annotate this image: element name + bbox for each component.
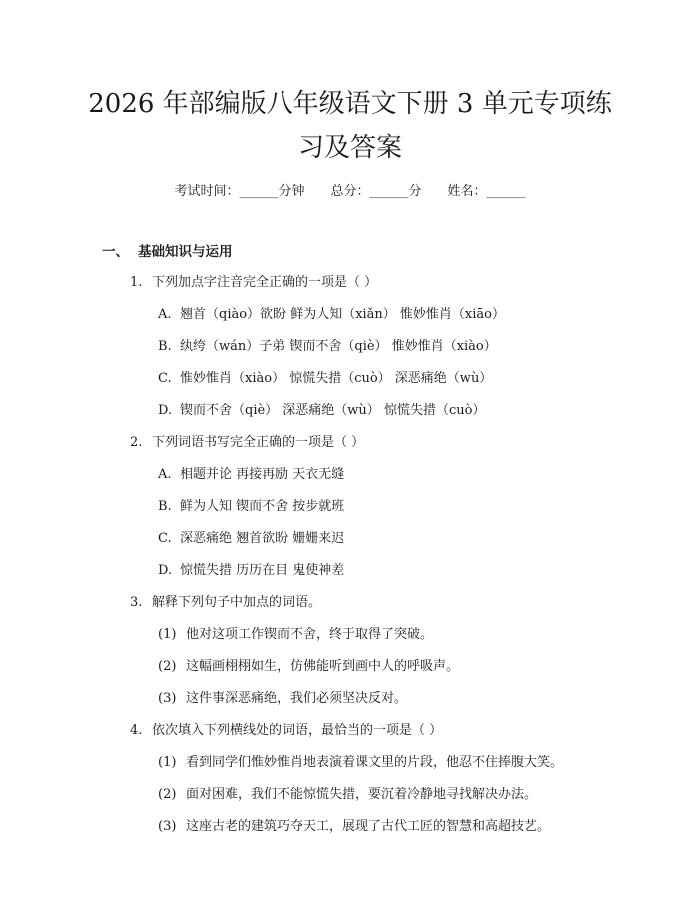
- section-heading: [100, 240, 630, 260]
- page-title: [70, 82, 630, 170]
- option-text: 深恶痛绝 翘首欲盼 姗姗来迟: [180, 531, 345, 546]
- question-text: 解释下列句子中加点的词语。: [152, 595, 322, 610]
- option-item: [100, 498, 630, 516]
- option-item: [100, 562, 630, 580]
- option-item: [100, 306, 630, 324]
- sub-item: [100, 626, 630, 644]
- question-number: 3.: [130, 595, 143, 610]
- option-item: [100, 370, 630, 388]
- name-label: 姓名：______: [447, 184, 526, 199]
- question-text: 下列词语书写完全正确的一项是（ ）: [152, 435, 365, 450]
- option-label: C.: [158, 371, 172, 386]
- sub-text: 这幅画栩栩如生，仿佛能听到画中人的呼吸声。: [186, 659, 460, 674]
- exam-info: [70, 182, 630, 202]
- question-number: 1.: [130, 275, 143, 290]
- sub-item: [100, 690, 630, 708]
- sub-item: [100, 818, 630, 836]
- question-4: [100, 722, 630, 740]
- sub-label: (1): [158, 627, 177, 642]
- sub-text: 这件事深恶痛绝，我们必须坚决反对。: [186, 691, 408, 706]
- sub-text: 面对困难，我们不能惊慌失措，要沉着冷静地寻找解决办法。: [186, 787, 538, 802]
- option-item: [100, 466, 630, 484]
- sub-text: 这座古老的建筑巧夺天工，展现了古代工匠的智慧和高超技艺。: [186, 819, 551, 834]
- question-3: [100, 594, 630, 612]
- section-title: 基础知识与运用: [138, 244, 233, 260]
- sub-label: (3): [158, 819, 177, 834]
- sub-item: [100, 786, 630, 804]
- sub-text: 看到同学们惟妙惟肖地表演着课文里的片段，他忍不住捧腹大笑。: [186, 755, 564, 770]
- option-text: 锲而不舍（qiè） 深恶痛绝（wù） 惊慌失措（cuò）: [180, 403, 486, 418]
- question-text: 依次填入下列横线处的词语，最恰当的一项是（ ）: [152, 723, 443, 738]
- option-label: C.: [158, 531, 172, 546]
- question-number: 2.: [130, 435, 143, 450]
- time-label: 考试时间：______分钟: [174, 184, 305, 199]
- sub-text: 他对这项工作锲而不舍，终于取得了突破。: [186, 627, 434, 642]
- option-text: 纨绔（wán）子弟 锲而不舍（qiè） 惟妙惟肖（xiào）: [180, 339, 497, 354]
- option-text: 惊慌失措 历历在目 鬼使神差: [180, 563, 345, 578]
- option-item: [100, 338, 630, 356]
- sub-label: (1): [158, 755, 177, 770]
- option-text: 翘首（qiào）欲盼 鲜为人知（xiǎn） 惟妙惟肖（xiāo）: [180, 307, 506, 322]
- title-line-1: 2026 年部编版八年级语文下册 3 单元专项练: [88, 89, 612, 119]
- sub-item: [100, 754, 630, 772]
- question-2: [100, 434, 630, 452]
- score-label: 总分：______分: [330, 184, 422, 199]
- option-text: 惟妙惟肖（xiào） 惊慌失措（cuò） 深恶痛绝（wù）: [180, 371, 493, 386]
- option-label: B.: [158, 499, 172, 514]
- option-text: 相题并论 再接再励 天衣无缝: [180, 467, 345, 482]
- option-text: 鲜为人知 锲而不舍 按步就班: [180, 499, 345, 514]
- section-number: 一、: [102, 244, 129, 260]
- option-item: [100, 402, 630, 420]
- sub-label: (3): [158, 691, 177, 706]
- option-label: A.: [158, 307, 172, 322]
- sub-item: [100, 658, 630, 676]
- option-label: B.: [158, 339, 172, 354]
- question-number: 4.: [130, 723, 143, 738]
- sub-label: (2): [158, 787, 177, 802]
- title-line-2: 习及答案: [297, 133, 402, 163]
- option-label: D.: [158, 403, 173, 418]
- option-item: [100, 530, 630, 548]
- option-label: A.: [158, 467, 172, 482]
- sub-label: (2): [158, 659, 177, 674]
- option-label: D.: [158, 563, 173, 578]
- question-text: 下列加点字注音完全正确的一项是（ ）: [152, 275, 378, 290]
- question-1: [100, 274, 630, 292]
